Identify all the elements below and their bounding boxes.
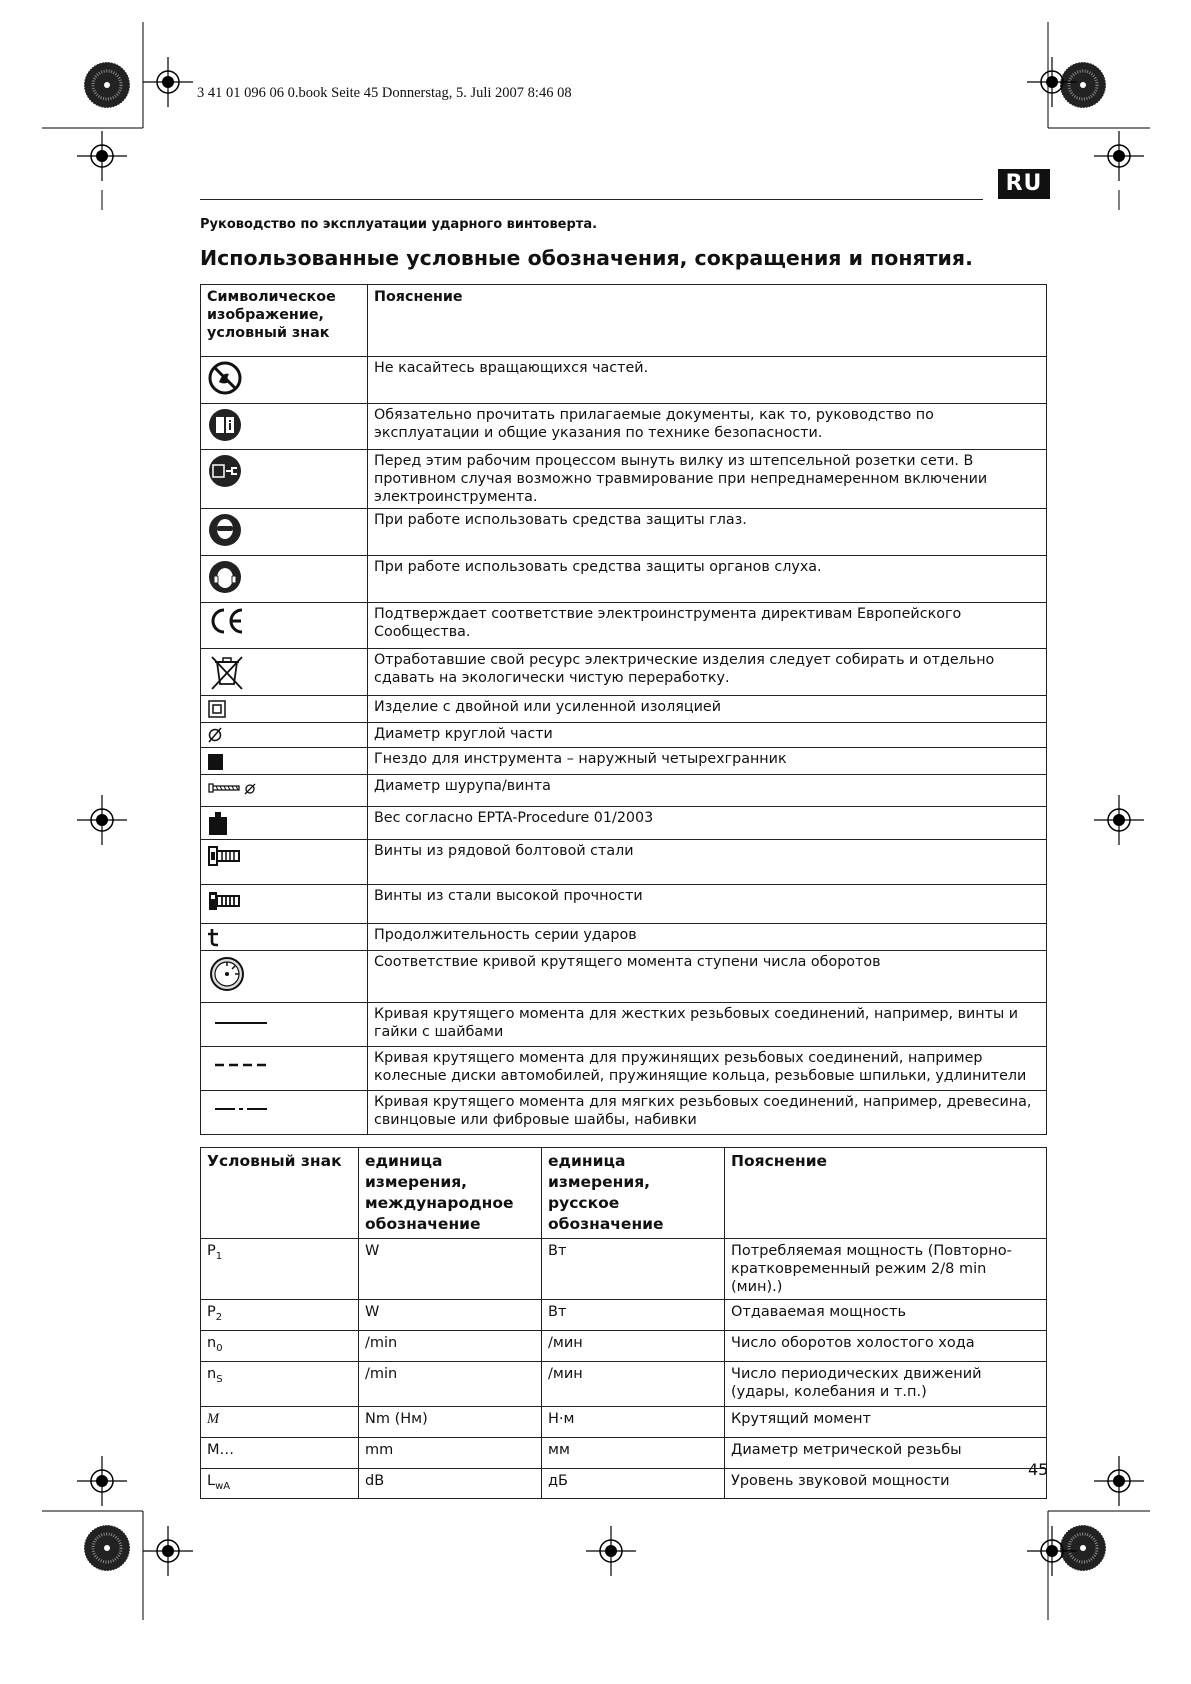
description-cell: Число оборотов холостого хода (725, 1330, 1047, 1361)
ce-mark-icon (201, 603, 368, 649)
high-strength-bolt-icon (201, 885, 368, 924)
row-text: Диаметр круглой части (368, 723, 1047, 748)
ru-unit-cell: /мин (542, 1361, 725, 1406)
symbol: M… (207, 1441, 235, 1458)
description-cell: Число периодических движений (удары, колебания и т.п.) (725, 1361, 1047, 1406)
row-text: Обязательно прочитать прилагаемые документы, как то, руководство по эксплуатации и общие указания по технике безопасности. (368, 404, 1047, 450)
table-row (201, 1300, 1047, 1331)
section-heading: Использованные условные обозначения, сокращения и понятия. (200, 246, 973, 270)
dash-dot-line-icon-graphic (213, 1102, 269, 1116)
ear-protection-icon-graphic (207, 559, 243, 595)
table-row (201, 696, 1047, 723)
ce-mark-icon-graphic (207, 606, 247, 636)
intl-unit-cell: dB (359, 1468, 542, 1499)
t-symbol-icon-graphic (207, 927, 221, 947)
units-table (200, 1147, 1047, 1499)
row-text: Вес согласно EPTA-Procedure 01/2003 (368, 807, 1047, 840)
table-row (201, 840, 1047, 885)
dashed-line-icon-graphic (213, 1058, 269, 1072)
symbol: L (207, 1472, 216, 1489)
speed-dial-icon (201, 951, 368, 1003)
symbol-cell (201, 1239, 359, 1300)
solid-line-icon-graphic (213, 1016, 269, 1030)
weee-bin-icon (201, 649, 368, 696)
table-row (201, 1468, 1047, 1499)
diameter-icon (201, 723, 368, 748)
read-manual-icon-graphic (207, 407, 243, 443)
intl-unit-cell: mm (359, 1437, 542, 1468)
do-not-touch-rotating-icon (201, 357, 368, 404)
symbol-cell (201, 1437, 359, 1468)
eye-protection-icon-graphic (207, 512, 243, 548)
description-cell: Отдаваемая мощность (725, 1300, 1047, 1331)
symbols-table (200, 284, 1047, 1135)
symbol-subscript: wA (215, 1480, 231, 1492)
table-header-row (201, 285, 1047, 357)
double-insulation-icon (201, 696, 368, 723)
table-row (201, 1091, 1047, 1135)
symbol: P (207, 1243, 216, 1259)
weight-icon-graphic (207, 810, 229, 836)
ru-unit-cell: мм (542, 1437, 725, 1468)
table-row (201, 748, 1047, 775)
table-row (201, 951, 1047, 1003)
table-row (201, 1003, 1047, 1047)
table-row (201, 357, 1047, 404)
unplug-icon (201, 450, 368, 509)
symbol-subscript: S (216, 1373, 223, 1385)
row-text: Винты из стали высокой прочности (368, 885, 1047, 924)
solid-line-icon (201, 1003, 368, 1047)
row-text: Не касайтесь вращающихся частей. (368, 357, 1047, 404)
symbol: M (207, 1410, 220, 1427)
row-text: Отработавшие свой ресурс электрические изделия следует собирать и отдельно сдавать на экологически чистую переработку. (368, 649, 1047, 696)
ear-protection-icon (201, 556, 368, 603)
row-text: Продолжительность серии ударов (368, 924, 1047, 951)
table-row (201, 1330, 1047, 1361)
square-drive-icon (201, 748, 368, 775)
square-drive-icon-graphic (207, 751, 225, 771)
document-subtitle: Руководство по эксплуатации ударного винтоверта. (200, 217, 598, 232)
row-text: Диаметр шурупа/винта (368, 775, 1047, 807)
intl-unit-cell: W (359, 1239, 542, 1300)
table-row (201, 924, 1047, 951)
do-not-touch-rotating-icon-graphic (207, 360, 243, 396)
description-cell: Потребляемая мощность (Повторно-кратковременный режим 2/8 min (мин).) (725, 1239, 1047, 1300)
table-row (201, 1047, 1047, 1091)
speed-dial-icon-graphic (207, 954, 247, 994)
language-badge: RU (998, 169, 1050, 199)
intl-unit-cell: /min (359, 1330, 542, 1361)
ru-unit-cell: /мин (542, 1330, 725, 1361)
weee-bin-icon-graphic (207, 652, 247, 692)
table-row (201, 509, 1047, 556)
intl-unit-cell: /min (359, 1361, 542, 1406)
book-file-line: 3 41 01 096 06 0.book Seite 45 Donnerstag, 5. Juli 2007 8:46 08 (197, 85, 572, 101)
symbol-cell (201, 1300, 359, 1331)
diameter-icon-graphic (207, 726, 223, 744)
ru-unit-cell: Вт (542, 1239, 725, 1300)
description-cell: Крутящий момент (725, 1406, 1047, 1437)
row-text: Подтверждает соответствие электроинструмента директивам Европейского Сообщества. (368, 603, 1047, 649)
table-row (201, 807, 1047, 840)
row-text: Кривая крутящего момента для пружинящих резьбовых соединений, например колесные диски автомобилей, пружинящие кольца, резьбовые шпильки, удлинители (368, 1047, 1047, 1091)
read-manual-icon (201, 404, 368, 450)
table-header-row (201, 1148, 1047, 1239)
table-row (201, 556, 1047, 603)
standard-bolt-icon-graphic (207, 843, 241, 869)
intl-unit-cell: W (359, 1300, 542, 1331)
table-row (201, 450, 1047, 509)
t-symbol-icon (201, 924, 368, 951)
column-header-explanation: Пояснение (725, 1148, 1047, 1239)
high-strength-bolt-icon-graphic (207, 888, 241, 914)
row-text: Соответствие кривой крутящего момента ступени числа оборотов (368, 951, 1047, 1003)
table-row (201, 404, 1047, 450)
row-text: Гнездо для инструмента – наружный четырехгранник (368, 748, 1047, 775)
symbol-cell (201, 1468, 359, 1499)
column-header-intl-unit: единица измерения, международное обозначение (359, 1148, 542, 1239)
weight-icon (201, 807, 368, 840)
symbol-cell (201, 1330, 359, 1361)
column-header-sign: Условный знак (201, 1148, 359, 1239)
row-text: Кривая крутящего момента для жестких резьбовых соединений, например, винты и гайки с шайбами (368, 1003, 1047, 1047)
column-header-ru-unit: единица измерения, русское обозначение (542, 1148, 725, 1239)
page-number: 45 (1028, 1460, 1049, 1479)
symbol: P (207, 1304, 216, 1320)
description-cell: Уровень звуковой мощности (725, 1468, 1047, 1499)
table-row (201, 603, 1047, 649)
double-insulation-icon-graphic (207, 699, 227, 719)
eye-protection-icon (201, 509, 368, 556)
symbol-subscript: 2 (215, 1311, 223, 1323)
unplug-icon-graphic (207, 453, 243, 489)
table-row (201, 1406, 1047, 1437)
ru-unit-cell: Н·м (542, 1406, 725, 1437)
column-header-symbol: Символическое изображение, условный знак (201, 285, 368, 357)
row-text: При работе использовать средства защиты органов слуха. (368, 556, 1047, 603)
screw-diameter-icon (201, 775, 368, 807)
table-row (201, 1437, 1047, 1468)
symbol: n (207, 1334, 217, 1351)
table-row (201, 1239, 1047, 1300)
symbol-cell (201, 1406, 359, 1437)
symbol-subscript: 0 (216, 1342, 223, 1354)
dash-dot-line-icon (201, 1091, 368, 1135)
row-text: Кривая крутящего момента для мягких резьбовых соединений, например, древесина, свинцовые или фибровые шайбы, набивки (368, 1091, 1047, 1135)
row-text: При работе использовать средства защиты глаз. (368, 509, 1047, 556)
standard-bolt-icon (201, 840, 368, 885)
header-rule (200, 199, 983, 200)
table-row (201, 1361, 1047, 1406)
ru-unit-cell: Вт (542, 1300, 725, 1331)
symbol-subscript: 1 (215, 1250, 223, 1262)
table-row (201, 885, 1047, 924)
ru-unit-cell: дБ (542, 1468, 725, 1499)
table-row (201, 775, 1047, 807)
row-text: Перед этим рабочим процессом вынуть вилку из штепсельной розетки сети. В противном случая возможно травмирование при непреднамеренном включении электроинструмента. (368, 450, 1047, 509)
column-header-explanation: Пояснение (368, 285, 1047, 357)
description-cell: Диаметр метрической резьбы (725, 1437, 1047, 1468)
table-row (201, 723, 1047, 748)
symbol: n (207, 1365, 217, 1382)
table-row (201, 649, 1047, 696)
row-text: Изделие с двойной или усиленной изоляцией (368, 696, 1047, 723)
screw-diameter-icon-graphic (207, 778, 259, 798)
dashed-line-icon (201, 1047, 368, 1091)
symbol-cell (201, 1361, 359, 1406)
row-text: Винты из рядовой болтовой стали (368, 840, 1047, 885)
intl-unit-cell: Nm (Нм) (359, 1406, 542, 1437)
